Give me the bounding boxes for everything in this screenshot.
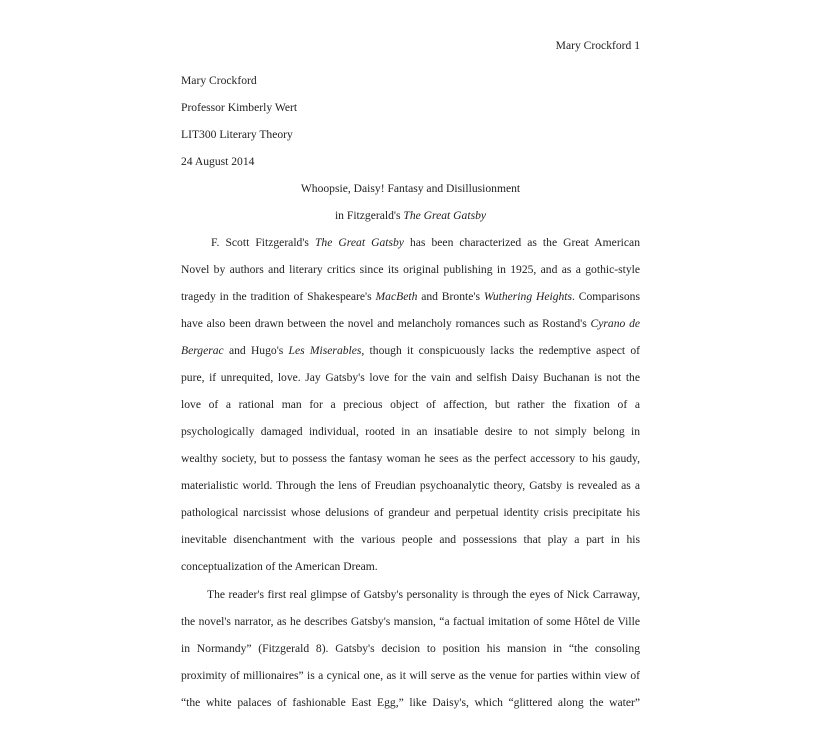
text-segment: has been characterized as the Great American <box>403 236 640 249</box>
text-segment: have also been drawn between the novel and melancholy romances such as Rostand's <box>181 317 591 330</box>
text-segment: and Hugo's <box>223 344 289 357</box>
paragraph-1-line-8: psychologically damaged individual, rooted in an insatiable desire to not simply belong in <box>181 425 640 438</box>
italic-segment: Les Miserables <box>288 344 362 357</box>
italic-segment: MacBeth <box>375 290 418 303</box>
paragraph-1-line-11: pathological narcissist whose delusions of grandeur and perpetual identity crisis precipitate his <box>181 506 640 519</box>
title-line-2-prefix: in Fitzgerald's <box>334 209 404 222</box>
paragraph-2-line-3: in Normandy” (Fitzgerald 8). Gatsby's decision to position his mansion in “the consoling <box>181 642 640 655</box>
text-segment: tragedy in the tradition of Shakespeare's <box>181 290 376 303</box>
italic-segment: Wuthering Heights <box>483 290 573 303</box>
paragraph-1-line-4 <box>181 317 640 331</box>
paragraph-1-line-2: Novel by authors and literary critics since its original publishing in 1925, and as a gothic-style <box>181 263 640 276</box>
paragraph-2-line-4: proximity of millionaires” is a cynical one, as it will serve as the venue for parties within view of <box>181 669 640 682</box>
title-line-1: Whoopsie, Daisy! Fantasy and Disillusionment <box>300 182 521 195</box>
text-segment: and Bronte's <box>417 290 484 303</box>
paragraph-2-line-2: the novel's narrator, as he describes Gatsby's mansion, “a factual imitation of some Hôtel de Ville <box>181 615 640 628</box>
text-segment: , though it conspicuously lacks the redemptive aspect of <box>361 344 640 357</box>
paragraph-1-line-3 <box>181 290 640 304</box>
paragraph-1-line-7: love of a rational man for a precious object of affection, but rather the fixation of a <box>181 398 640 411</box>
paragraph-1-line-1 <box>181 236 640 250</box>
italic-segment: The Great Gatsby <box>314 236 404 249</box>
title-line-2-italic: The Great Gatsby <box>403 209 487 222</box>
heading-course: LIT300 Literary Theory <box>181 128 293 141</box>
heading-author: Mary Crockford <box>181 74 257 87</box>
paragraph-1-line-6: pure, if unrequited, love. Jay Gatsby's love for the vain and selfish Daisy Buchanan is not the <box>181 371 640 384</box>
running-head: Mary Crockford 1 <box>555 39 640 52</box>
paragraph-2-line-1: The reader's first real glimpse of Gatsby's personality is through the eyes of Nick Carraway, <box>207 588 640 601</box>
text-segment: F. Scott Fitzgerald's <box>211 236 315 249</box>
heading-professor: Professor Kimberly Wert <box>181 101 298 114</box>
paragraph-1-line-12: inevitable disenchantment with the various people and possessions that play a part in his <box>181 533 640 546</box>
heading-date: 24 August 2014 <box>181 155 255 168</box>
paragraph-1-line-5 <box>181 344 640 358</box>
text-segment: . Comparisons <box>572 290 640 303</box>
paragraph-1-line-9: wealthy society, but to possess the fantasy woman he sees as the perfect accessory to his gaudy, <box>181 452 640 465</box>
title-line-2 <box>181 209 640 223</box>
paragraph-1-line-13: conceptualization of the American Dream. <box>181 560 378 573</box>
paragraph-2-line-5: “the white palaces of fashionable East Egg,” like Daisy's, which “glittered along the water” <box>181 696 640 709</box>
paragraph-1-line-10: materialistic world. Through the lens of Freudian psychoanalytic theory, Gatsby is revealed as a <box>181 479 640 492</box>
italic-segment: Cyrano de <box>590 317 641 330</box>
italic-segment: Bergerac <box>181 344 224 357</box>
